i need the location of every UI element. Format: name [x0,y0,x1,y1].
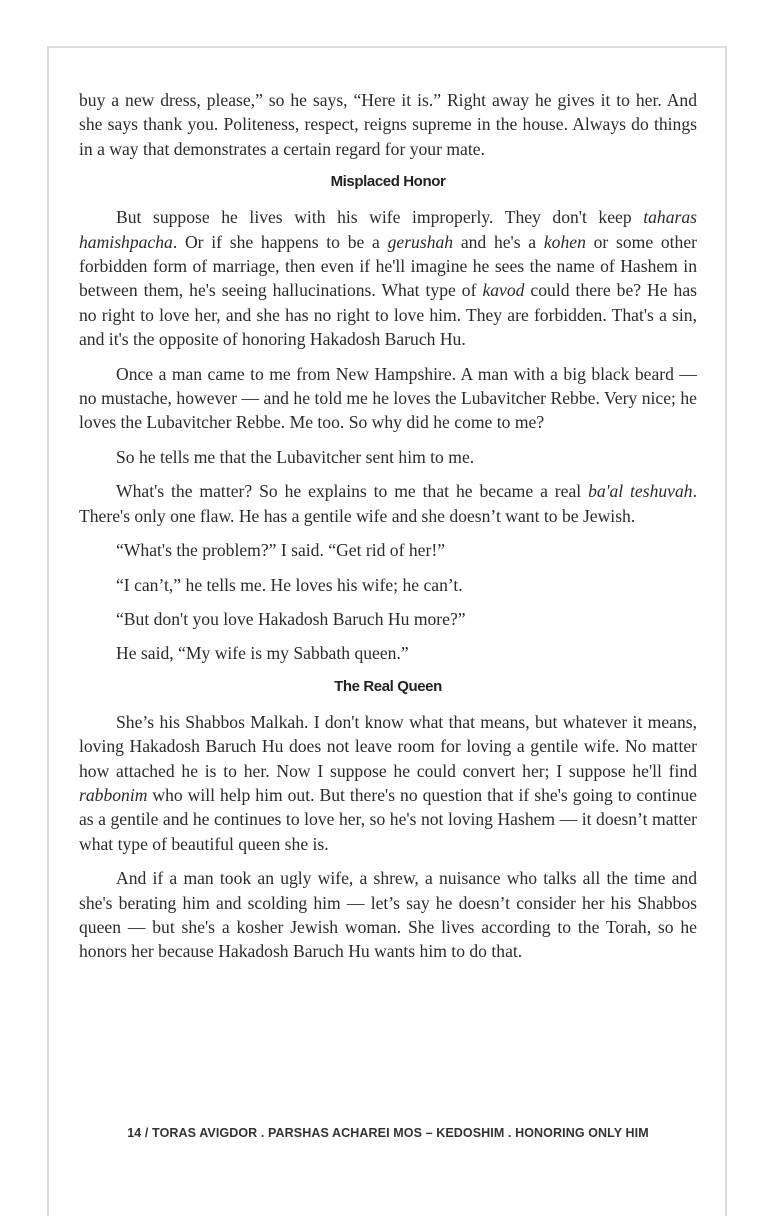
text-run: could there be? He has no right to love her, and she has no right to love him. They are forbidden. That's a sin, and it's the opposite of honoring Hakadosh Baruch Hu. [79,280,697,350]
paragraph [79,573,697,597]
text-run: What's the matter? So he explains to me that he became a real [116,481,589,502]
text-run: But suppose he lives with his wife improperly. They don't keep [116,207,644,228]
text-run: “What's the problem?” I said. “Get rid of her!” [116,540,445,561]
text-run: “I can’t,” he tells me. He loves his wife; he can’t. [116,574,463,595]
page-body [79,88,697,974]
italic-term: ba'al teshuvah [588,481,693,502]
text-run: “But don't you love Hakadosh Baruch Hu more?” [116,608,466,629]
text-run: So he tells me that the Lubavitcher sent him to me. [116,446,475,467]
text-run: and he's a [453,231,544,252]
text-run: Once a man came to me from New Hampshire. A man with a big black beard — no mustache, however — and he told me he loves the Lubavitcher Rebbe. Very nice; he loves the Lubavitcher Rebbe. Me too. So why did he come to me? [79,363,697,433]
text-run: who will help him out. But there's no question that if she's going to continue as a gentile and he continues to love her, so he's not loving Hashem — it doesn’t matter what type of beautiful queen she is. [79,784,697,854]
page-footer: 14 / TORAS AVIGDOR . PARSHAS ACHAREI MOS – KEDOSHIM . HONORING ONLY HIM [127,1126,649,1140]
text-run: . There's only one flaw. He has a gentile wife and she doesn’t want to be Jewish. [79,481,697,526]
text-run: . Or if she happens to be a [172,231,388,252]
italic-term: gerushah [387,231,454,252]
text-run: She’s his Shabbos Malkah. I don't know what that means, but whatever it means, loving Hakadosh Baruch Hu does not leave room for loving a gentile wife. No matter how attached he is to her. Now I suppose he could convert her; I suppose he'll find [79,711,697,781]
section-heading: The Real Queen [334,677,442,695]
italic-term: taharas hamishpacha [79,207,697,252]
paragraph [79,710,697,856]
paragraph [79,479,697,528]
paragraph [79,445,697,469]
text-run: He said, “My wife is my Sabbath queen.” [116,643,409,664]
italic-term: kavod [482,280,525,301]
paragraph [79,866,697,964]
paragraph [79,362,697,435]
paragraph [79,205,697,351]
paragraph [79,88,697,161]
paragraph [79,538,697,562]
section-heading: Misplaced Honor [330,173,446,191]
paragraph [79,641,697,665]
text-run: And if a man took an ugly wife, a shrew, a nuisance who talks all the time and she's berating him and scolding him — let’s say he doesn’t consider her his Shabbos queen — but she's a kosher Jewish woman. She lives according to the Torah, so he honors her because Hakadosh Baruch Hu wants him to do that. [79,868,697,962]
text-run: buy a new dress, please,” so he says, “Here it is.” Right away he gives it to her. And she says thank you. Politeness, respect, reigns supreme in the house. Always do things in a way that demonstrates a certain regard for your mate. [79,90,697,159]
italic-term: kohen [543,231,586,252]
text-run: or some other forbidden form of marriage, then even if he'll imagine he sees the name of Hashem in between them, he's seeing hallucinations. What type of [79,231,698,301]
paragraph [79,607,697,631]
italic-term: rabbonim [79,784,148,805]
